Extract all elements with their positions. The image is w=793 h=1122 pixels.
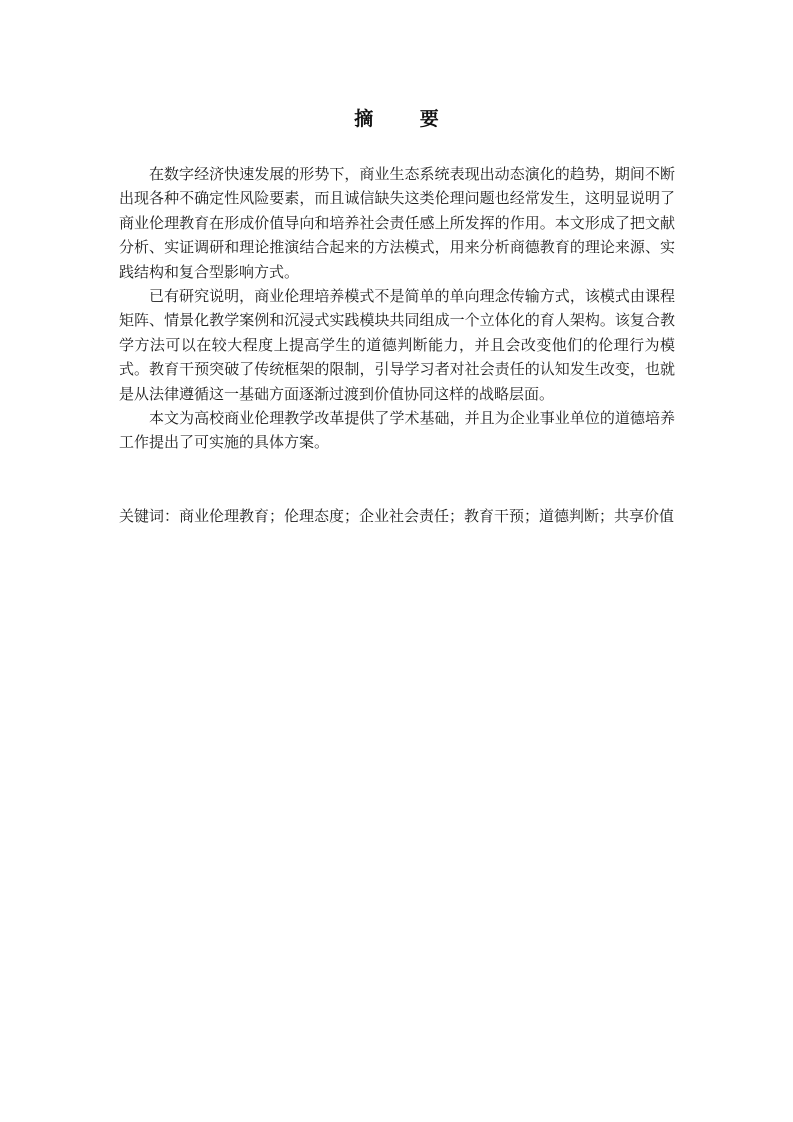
abstract-title: 摘 要 [354, 108, 459, 130]
abstract-paragraph-2: 已有研究说明，商业伦理培养模式不是简单的单向理念传输方式，该模式由课程矩阵、情景化教学案例和沉浸式实践模块共同组成一个立体化的育人架构。该复合教学方法可以在较大程度上提高学生的道德判断能力，并且会改变他们的伦理行为模式。教育干预突破了传统框架的限制，引导学习者对社会责任的认知发生改变，也就是从法律遵循这一基础方面逐渐过渡到价值协同这样的战略层面。 [119, 287, 675, 403]
abstract-paragraph-1: 在数字经济快速发展的形势下，商业生态系统表现出动态演化的趋势，期间不断出现各种不确定性风险要素，而且诚信缺失这类伦理问题也经常发生，这明显说明了商业伦理教育在形成价值导向和培养社会责任感上所发挥的作用。本文形成了把文献分析、实证调研和理论推演结合起来的方法模式，用来分析商德教育的理论来源、实践结构和复合型影响方式。 [119, 165, 675, 281]
abstract-paragraph-3: 本文为高校商业伦理教学改革提供了学术基础，并且为企业事业单位的道德培养工作提出了可实施的具体方案。 [119, 409, 675, 452]
abstract-body [119, 162, 675, 455]
keywords-line: 关键词：商业伦理教育；伦理态度；企业社会责任；教育干预；道德判断；共享价值 [119, 507, 675, 525]
